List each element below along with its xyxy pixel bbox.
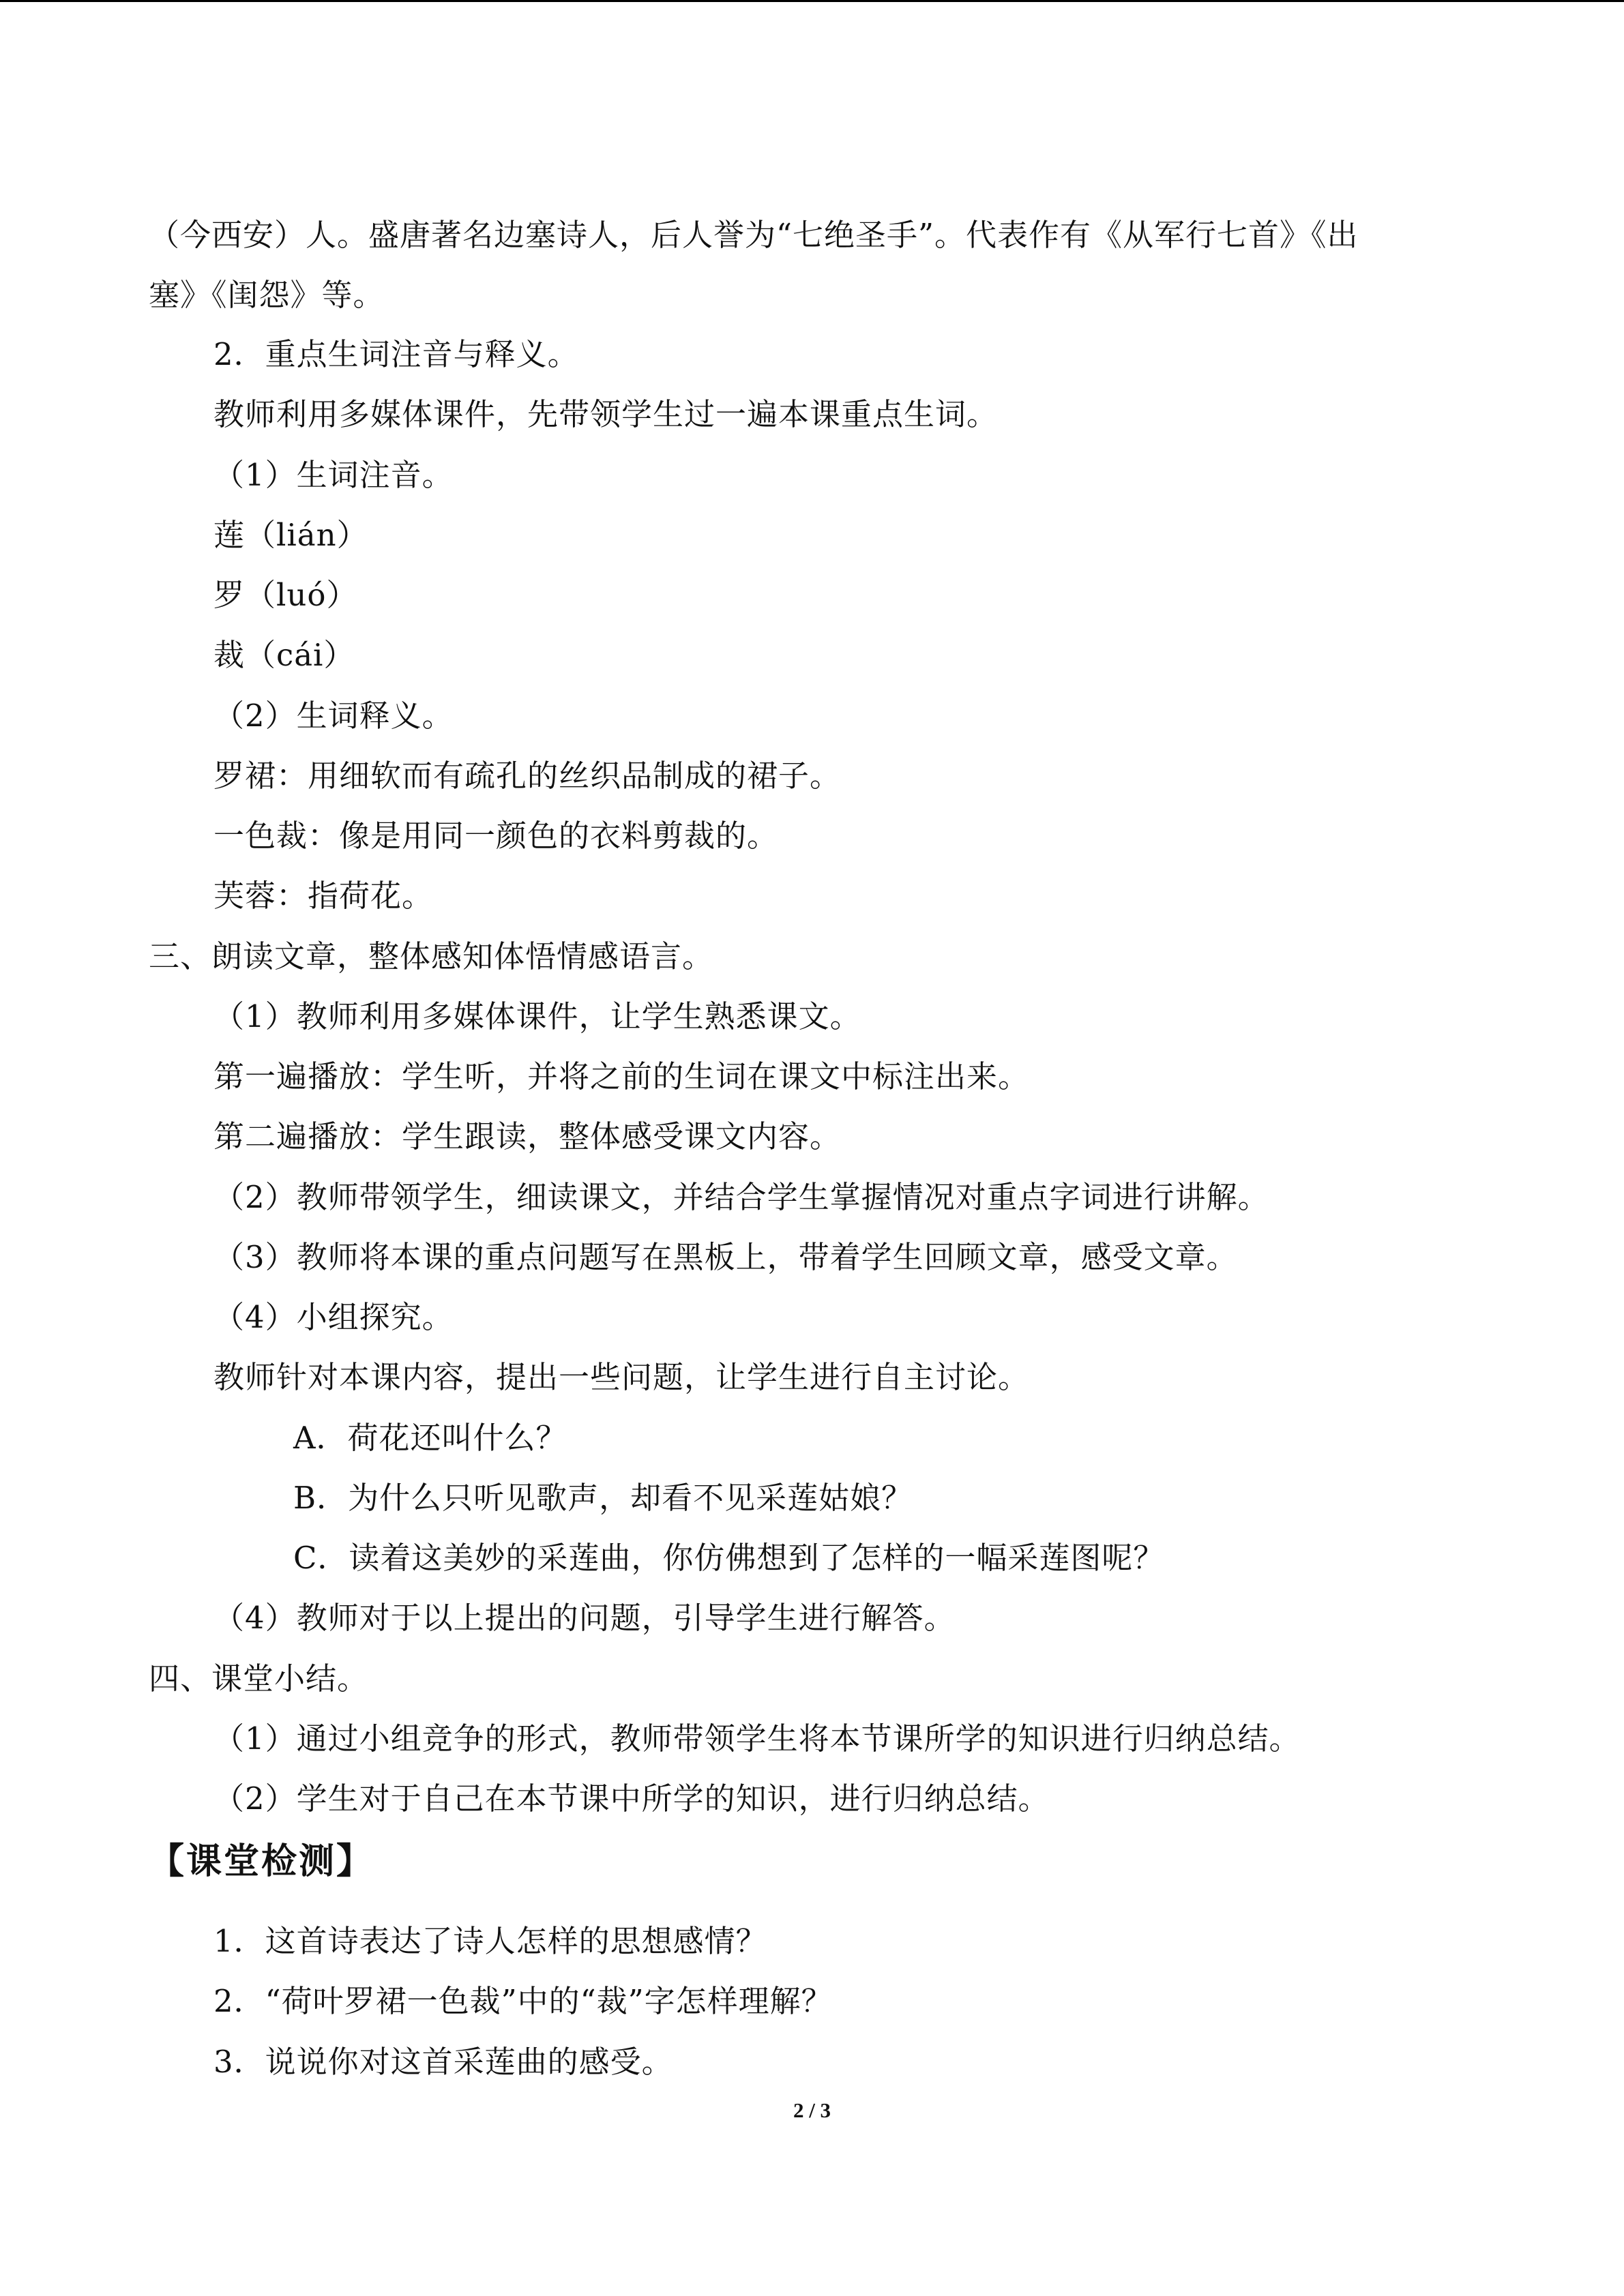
- first-playback-text: 第一遍播放：学生听，并将之前的生词在课文中标注出来。: [213, 1058, 1030, 1094]
- test-question-3: 3．说说你对这首采莲曲的感受。: [213, 2044, 673, 2080]
- test-question-2: 2．“荷叶罗裙一色裁”中的“裁”字怎样理解？: [213, 1983, 833, 2019]
- second-playback-text: 第二遍播放：学生跟读，整体感受课文内容。: [213, 1118, 842, 1154]
- step-1-text: （1）教师利用多媒体课件，让学生熟悉课文。: [213, 998, 861, 1034]
- definition-furong: 芙蓉：指荷花。: [213, 878, 434, 914]
- section-item-2-heading: 2．重点生词注音与释义。: [213, 336, 579, 372]
- summary-1-text: （1）通过小组竞争的形式，教师带领学生将本节课所学的知识进行归纳总结。: [213, 1720, 1301, 1757]
- paragraph-teacher-intro: 教师利用多媒体课件，先带领学生过一遍本课重点生词。: [213, 396, 999, 432]
- vocab-lian: 莲（lián）: [213, 517, 368, 553]
- intro-text-line-1: （今西安）人。盛唐著名边塞诗人，后人誉为“七绝圣手”。代表作有《从军行七首》《出: [149, 217, 1359, 253]
- page-number: 2 / 3: [793, 2098, 831, 2122]
- question-a: A．荷花还叫什么？: [293, 1420, 567, 1456]
- step-2-text: （2）教师带领学生，细读课文，并结合学生掌握情况对重点字词进行讲解。: [213, 1179, 1269, 1215]
- subheading-definitions: （2）生词释义。: [213, 698, 454, 734]
- step-4-answer-text: （4）教师对于以上提出的问题，引导学生进行解答。: [213, 1600, 956, 1636]
- section-3-heading: 三、朗读文章，整体感知体悟情感语言。: [149, 938, 714, 974]
- intro-text-line-2: 塞》《闺怨》等。: [149, 277, 385, 313]
- summary-2-text: （2）学生对于自己在本节课中所学的知识，进行归纳总结。: [213, 1780, 1050, 1817]
- section-4-heading: 四、课堂小结。: [149, 1660, 369, 1697]
- vocab-luo: 罗（luó）: [213, 577, 358, 613]
- test-question-1: 1．这首诗表达了诗人怎样的思想感情？: [213, 1923, 767, 1959]
- discussion-intro-text: 教师针对本课内容，提出一些问题，让学生进行自主讨论。: [213, 1359, 1030, 1395]
- question-b: B．为什么只听见歌声，却看不见采莲姑娘？: [293, 1480, 913, 1516]
- classroom-test-heading: 【课堂检测】: [149, 1841, 374, 1882]
- vocab-cai: 裁（cái）: [213, 637, 355, 673]
- step-3-text: （3）教师将本课的重点问题写在黑板上，带着学生回顾文章，感受文章。: [213, 1239, 1238, 1275]
- subheading-pronunciation: （1）生词注音。: [213, 457, 454, 493]
- question-c: C．读着这美妙的采莲曲，你仿佛想到了怎样的一幅采莲图呢？: [293, 1540, 1165, 1576]
- definition-yisecai: 一色裁：像是用同一颜色的衣料剪裁的。: [213, 818, 779, 854]
- definition-luoqun: 罗裙：用细软而有疏孔的丝织品制成的裙子。: [213, 758, 842, 794]
- step-4-heading: （4）小组探究。: [213, 1299, 454, 1335]
